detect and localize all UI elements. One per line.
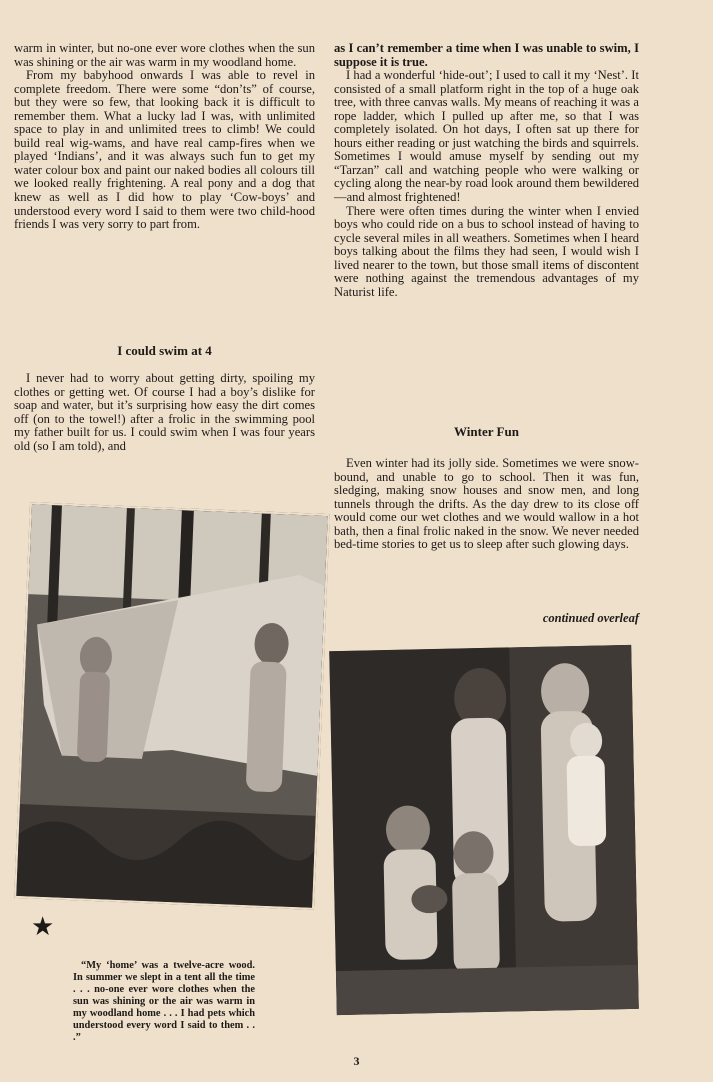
left-column bbox=[14, 42, 315, 232]
winter-paragraph: Even winter had its jolly side. Sometimes we were snow-bound, and unable to go to school. Then it was fun, sledging, making snow houses and snow men, and long tunnels through the drifts. As the day drew to its close off would come our wet clothes and we would wallow in a hot bath, then a final frolic naked in the snow. We never needed bed-time stories to get us to sleep after such glowing days. bbox=[334, 456, 639, 552]
star-icon: ★ bbox=[31, 912, 55, 941]
right-column bbox=[334, 42, 639, 299]
tent-photo-image bbox=[16, 504, 327, 908]
right-paragraph-2: I had a wonderful ‘hide-out’; I used to call it my ‘Nest’. It consisted of a small platform right in the top of a huge oak tree, with three canvas walls. My means of reaching it was a rope ladder, which I pulled up after me, so that I was completely isolated. On hot days, I often sat up there for hours either reading or just watching the birds and squirrels. Sometimes I would amuse myself by sending out my “Tarzan” call and watching people who were walking or cycling along the near-by road look around them bewildered—and almost frightened! bbox=[334, 68, 639, 205]
section-heading-swim: I could swim at 4 bbox=[117, 343, 212, 358]
left-column-lower bbox=[14, 372, 315, 453]
group-photo-image bbox=[329, 645, 639, 1015]
photo-caption: “My ‘home’ was a twelve-acre wood. In summer we slept in a tent all the time . . . no-one ever wore clothes when the sun was shining or the air was warm in my woodland home . . . I had pets which understood every word I said to them . . .” bbox=[73, 960, 255, 1043]
tent-photo bbox=[14, 502, 330, 910]
right-paragraph-1: as I can’t remember a time when I was unable to swim, I suppose it is true. bbox=[334, 41, 639, 69]
left-paragraph-3: I never had to worry about getting dirty, spoiling my clothes or getting wet. Of course I had a boy’s dislike for soap and water, but it’s surprising how easy the dirt comes off (on to the towel!) after a frolic in the swimming pool my father built for us. I could swim when I was four years old (so I am told), and bbox=[14, 371, 315, 453]
winter-column bbox=[334, 457, 639, 552]
continued-overleaf: continued overleaf bbox=[542, 611, 639, 625]
section-heading-winter: Winter Fun bbox=[454, 424, 519, 439]
page-number: 3 bbox=[353, 1054, 360, 1068]
left-paragraph-1: warm in winter, but no-one ever wore clothes when the sun was shining or the air was warm in my woodland home. bbox=[14, 41, 315, 69]
right-paragraph-3: There were often times during the winter when I envied boys who could ride on a bus to school instead of having to cycle several miles in all weathers. Sometimes when I heard boys talking about the films they had seen, I would wish I lived nearer to the town, but those small items of discontent were nothing against the tremendous advantages of my Naturist life. bbox=[334, 203, 639, 299]
left-paragraph-2: From my babyhood onwards I was able to revel in complete freedom. There were some “don’ts” of course, but they were so few, that looking back it is difficult to remember them. What a lucky lad I was, with unlimited space to play in and unlimited trees to climb! We could build real wig-wams, and have real camp-fires when we played ‘Indians’, and it was always such fun to get my water colour box and paint our naked bodies all colours till we looked really frightening. A real pony and a dog that knew as well as I did how to play ‘Cow-boys’ and understood every word I said to them were two child-hood friends I was very sorry to part from. bbox=[14, 68, 315, 232]
group-photo bbox=[329, 645, 639, 1015]
